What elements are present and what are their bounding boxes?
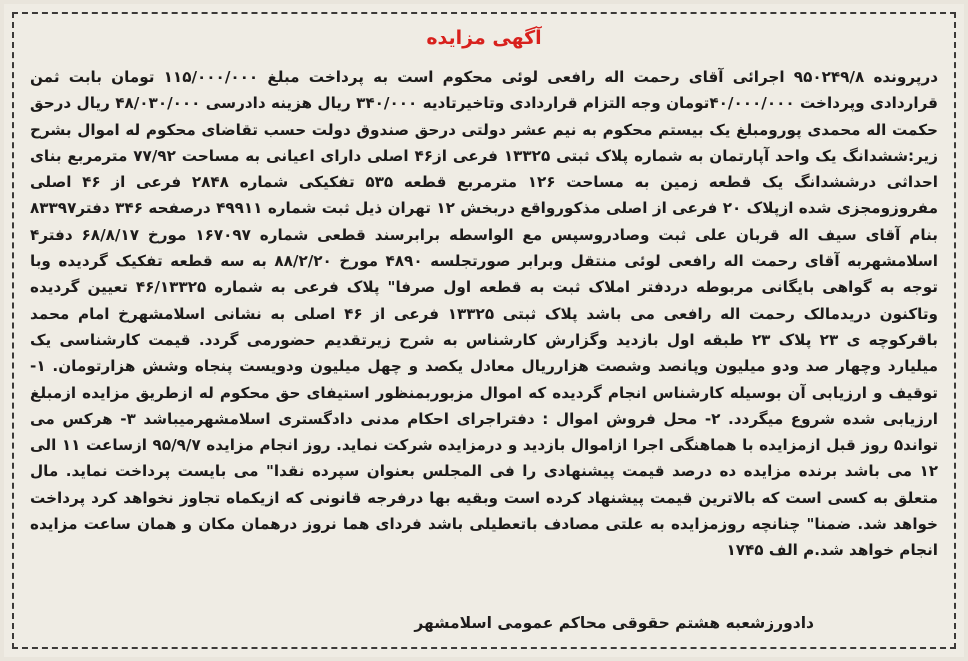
notice-title: آگهی مزایده bbox=[426, 27, 542, 49]
notice-body-paragraph: درپرونده ۹۵۰۲۴۹/۸ اجرائی آقای رحمت اله رافعی لوئی محکوم است به پرداخت مبلغ ۱۱۵/۰۰۰/۰۰۰ تومان بابت ثمن قراردادی وپرداخت ۴۰/۰۰۰/۰۰۰تومان وجه التزام قراردادی وتاخیرتادیه ۳۴۰/۰۰۰ ریال هزینه دادرسی ۴۸/۰۳۰/۰۰۰ ریال درحق حکمت اله محمدی پورومبلغ یک بیستم محکوم به نیم عشر دولتی درحق صندوق دولت حسب تقاضای محکوم له اموال بشرح زیر:ششدانگ یک واحد آپارتمان به شماره پلاک ثبتی ۱۳۳۲۵ فرعی از۴۶ اصلی دارای اعیانی به مساحت ۷۷/۹۲ مترمربع بنای احداثی درششدانگ یک قطعه زمین به مساحت ۱۲۶ مترمربع قطعه ۵۳۵ تفکیکی شماره ۲۸۴۸ فرعی از ۴۶ اصلی مفروزومجزی شده ازپلاک ۲۰ فرعی از اصلی مذکورواقع دربخش ۱۲ تهران ذیل ثبت شماره ۴۹۹۱۱ درصفحه ۳۴۶ دفتر۸۳۳۹۷ بنام آقای سیف اله قربان علی ثبت وصادروسپس مع الواسطه برابرسند قطعی شماره ۱۶۷۰۹۷ مورخ ۶۸/۸/۱۷ دفتر۴ اسلامشهربه آقای رحمت اله رافعی لوئی منتقل وبرابر صورتجلسه ۴۸۹۰ مورخ ۸۸/۲/۲۰ به سه قطعه تفکیک گردیده وبا توجه به گواهی بایگانی مربوطه دردفتر املاک ثبت به قطعه اول صرفا" پلاک فرعی به شماره ۴۶/۱۳۳۲۵ تعیین گردیده وتاکنون دریدمالک رحمت اله رافعی می باشد پلاک ثبتی ۱۳۳۲۵ فرعی از ۴۶ اصلی به نشانی اسلامشهرخ امام محمد باقرکوچه ی ۲۳ پلاک ۲۳ طبقه اول بازدید وگزارش کارشناس به شرح زیرتقدیم حضورمی گردد. قیمت کارشناسی یک میلیارد وچهار صد ودو میلیون وپانصد وشصت هزارریال معادل یکصد و چهل میلیون ودویست پنجاه وشش هزارتومان. ۱- توقیف و ارزیابی آن بوسیله کارشناس انجام گردیده که اموال مزبوربمنظور استیفای حق محکوم له ازطریق مزایده ازمبلغ ارزیابی شده شروع میگردد. ۲- محل فروش اموال : دفتراجرای احکام مدنی دادگستری اسلامشهرمیباشد ۳- هرکس می تواند۵ روز قبل ازمزایده با هماهنگی اجرا ازاموال بازدید و درمزایده شرکت نماید. روز انجام مزایده ۹۵/۹/۷ ازساعت ۱۱ الی ۱۲ می باشد برنده مزایده ده درصد قیمت پیشنهادی را فی المجلس بعنوان سپرده نقدا" می بایست پرداخت نماید. مال متعلق به کسی است که بالاترین قیمت پیشنهاد کرده است وبقیه بها درفرجه قانونی که ازیکماه تجاوز نخواهد کرد پرداخت خواهد شد. ضمنا" چنانچه روزمزایده به علتی مصادف باتعطیلی باشد فردای هما نروز درهمان مکان و همان ساعت مزایده انجام خواهد شد.م الف ۱۷۴۵ bbox=[30, 68, 939, 560]
newspaper-clipping bbox=[4, 4, 964, 657]
notice-body bbox=[30, 64, 938, 564]
notice-signature: دادورزشعبه هشتم حقوقی محاکم عمومی اسلامشهر bbox=[414, 614, 814, 632]
